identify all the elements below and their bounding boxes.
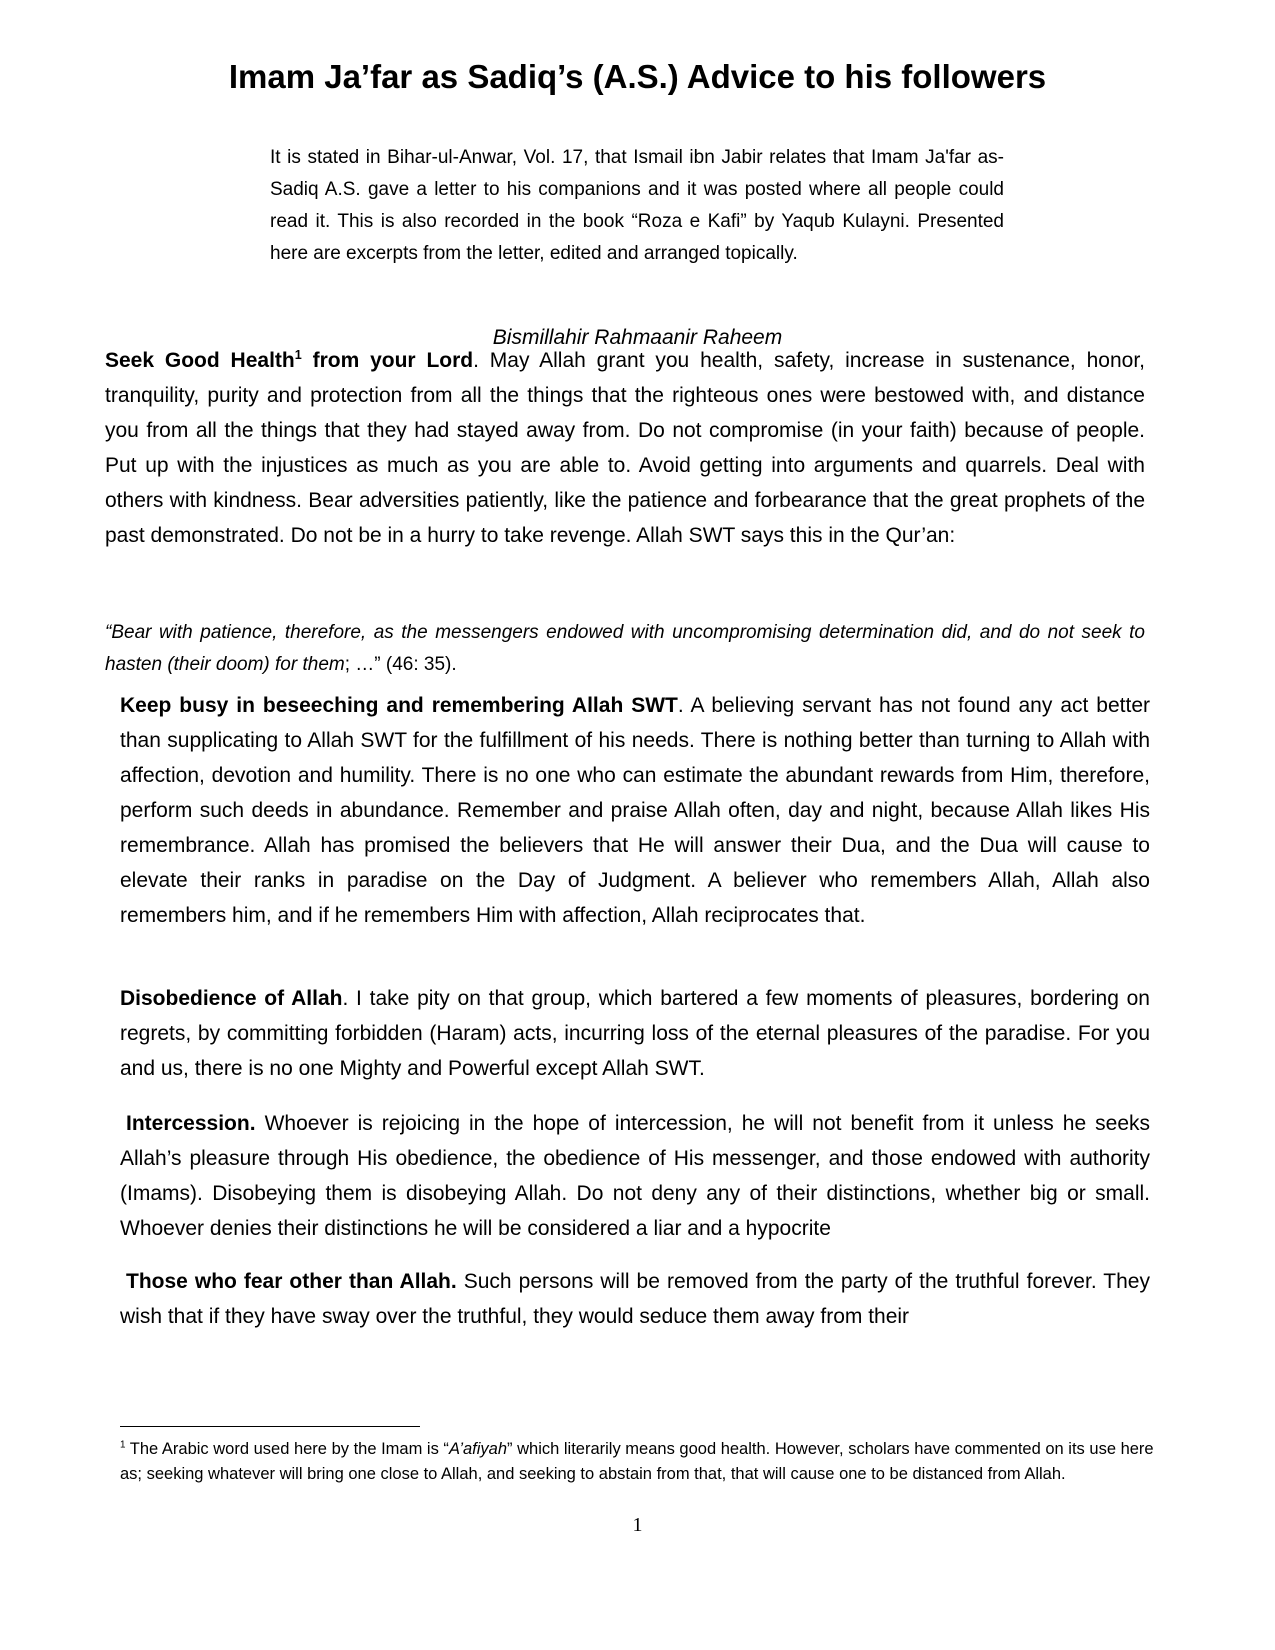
page-title: Imam Ja’far as Sadiq’s (A.S.) Advice to his followers [228,58,1047,95]
section-intercession [120,1106,1150,1246]
section-fear-other [120,1264,1150,1334]
footnote-text: The Arabic word used here by the Imam is “ [125,1440,449,1458]
section-heading: Disobedience of Allah [120,987,343,1010]
intro-paragraph: It is stated in Bihar-ul-Anwar, Vol. 17, that Ismail ibn Jabir relates that Imam Ja'far as- Sadiq A.S. gave a letter to his companions and it was posted where all people could read it. This is also recorded in the book “Roza e Kafi” by Yaqub Kulayni. Presented here are excerpts from the letter, edited and arranged topically. [270,147,1004,264]
heading-text: Seek Good Health [105,349,295,372]
quran-quote [105,617,1145,681]
heading-text: from your Lord [301,349,474,372]
footnote-text: ” which literarily means good health. However, scholars have commented on its use here as; seeking whatever will bring one close to Allah, and seeking to abstain from that, that will cause one to be distanced from Allah. [120,1440,1154,1483]
section-heading: Those who fear other than Allah. [126,1270,457,1293]
footnote-mark: 1 [120,1439,126,1451]
section-body: . A believing servant has not found any act better than supplicating to Allah SWT for the fulfillment of his needs. There is nothing better than turning to Allah with affection, devotion and humility. There is no one who can estimate the abundant rewards from Him, therefore, perform such deeds in abundance. Remember and praise Allah often, day and night, because Allah likes His remembrance. Allah has promised the believers that He will answer their Dua, and the Dua will cause to elevate their ranks in paradise on the Day of Judgment. A believer who remembers Allah, Allah also remembers him, and if he remembers Him with affection, Allah reciprocates that. [120,694,1150,927]
quote-italic: “Bear with patience, therefore, as the messengers endowed with uncompromising determination did, and do not seek to hasten (their doom) for them [105,622,1145,675]
section-heading [105,349,473,372]
footnote-italic: A’afiyah [448,1440,508,1458]
section-body: Whoever is rejoicing in the hope of intercession, he will not benefit from it unless he seeks Allah’s pleasure through His obedience, the obedience of His messenger, and those endowed with authority (Imams). Disobeying them is disobeying Allah. Do not deny any of their distinctions, whether big or small. Whoever denies their distinctions he will be considered a liar and a hypocrite [120,1112,1150,1240]
section-disobedience [120,981,1150,1086]
section-body: Such persons will be removed from the party of the truthful forever. They wish that if they have sway over the truthful, they would seduce them away from their [120,1270,1150,1328]
section-good-health [105,343,1145,553]
footnote [120,1437,1155,1487]
section-heading: Keep busy in beseeching and remembering Allah SWT [120,694,678,717]
footnote-ref[interactable]: 1 [294,348,302,362]
section-remembering-allah [120,688,1150,933]
section-body: . May Allah grant you health, safety, increase in sustenance, honor, tranquility, purity and protection from all the things that the righteous ones were bestowed with, and distance you from all the things that they had stayed away from. Do not compromise (in your faith) because of people. Put up with the injustices as much as you are able to. Avoid getting into arguments and quarrels. Deal with others with kindness. Bear adversities patiently, like the patience and forbearance that the great prophets of the past demonstrated. Do not be in a hurry to take revenge. Allah SWT says this in the Qur’an: [105,349,1145,547]
section-heading: Intercession. [126,1112,256,1135]
quote-citation: ; …” (46: 35). [344,654,457,675]
footnote-separator [120,1426,420,1427]
page-number: 1 [632,1514,643,1536]
bismillah-line: Bismillahir Rahmaanir Raheem [492,326,783,349]
section-body: . I take pity on that group, which bartered a few moments of pleasures, bordering on regrets, by committing forbidden (Haram) acts, incurring loss of the eternal pleasures of the paradise. For you and us, there is no one Mighty and Powerful except Allah SWT. [120,987,1150,1080]
